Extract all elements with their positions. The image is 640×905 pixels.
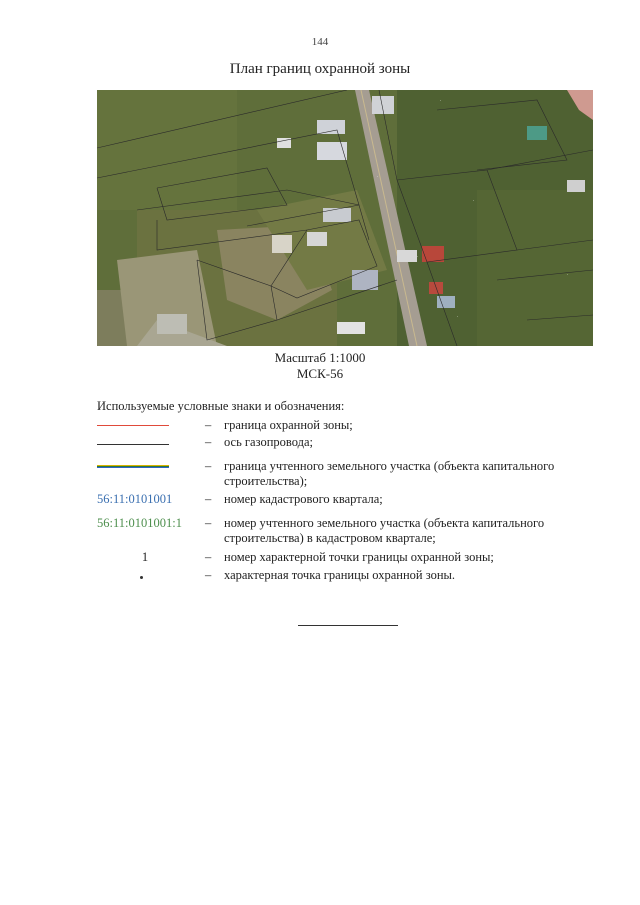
point-number-symbol: 1 [141,550,149,564]
svg-text:·: · [567,272,569,277]
legend-text: граница учтенного земельного участка (объекта капитального строительства); [224,459,555,488]
coordinate-system: МСК-56 [296,366,344,381]
page-title: План границ охранной зоны [229,61,411,77]
legend-dash: – [205,492,212,506]
red-line-symbol [97,418,197,433]
svg-text:·: · [440,98,442,103]
svg-text:·: · [417,254,419,259]
legend-text: характерная точка границы охранной зоны. [224,568,456,582]
cadastral-quarter-code: 56:11:0101001 [97,492,173,506]
legend-dash: – [205,550,212,564]
legend-text: граница охранной зоны; [224,418,353,432]
legend-text: номер характерной точки границы охранной зоны; [224,550,494,564]
satellite-map [97,90,593,346]
multicolor-line-symbol [97,459,197,474]
dot-symbol [97,568,197,583]
legend-text: номер учтенного земельного участка (объекта капитального строительства) в кадастровом квартале; [224,516,545,545]
legend-dash: – [205,568,212,582]
legend-text: номер кадастрового квартала; [224,492,383,506]
land-plot-code: 56:11:0101001:1 [97,516,182,530]
legend-dash: – [205,418,212,432]
map-image [97,90,593,346]
legend-heading: Используемые условные знаки и обозначения: [97,399,345,413]
page-number: 144 [311,36,329,48]
legend-dash: – [205,435,212,449]
svg-text:·: · [377,174,379,179]
map-scale: Масштаб 1:1000 [274,350,366,365]
legend-dash: – [205,459,212,473]
point-dot-icon [140,576,143,579]
dark-line-symbol [97,435,197,450]
legend-text: ось газопровода; [224,435,314,449]
legend-dash: – [205,516,212,530]
bottom-divider [298,625,398,626]
svg-text:·: · [457,314,459,319]
svg-text:·: · [473,198,475,203]
